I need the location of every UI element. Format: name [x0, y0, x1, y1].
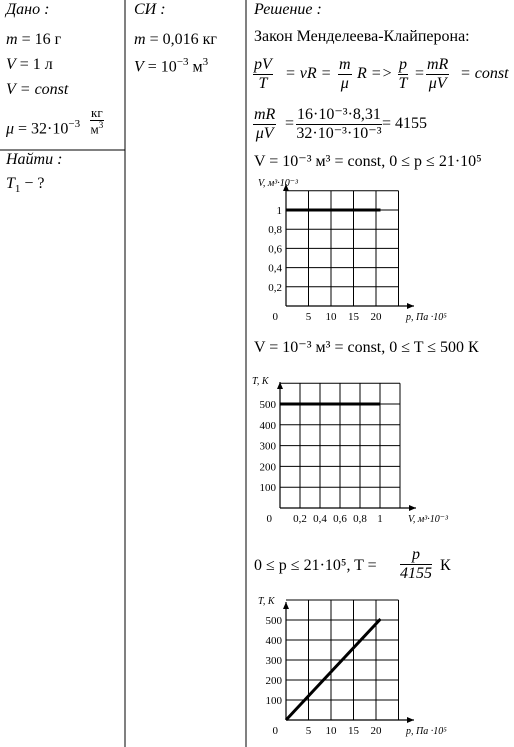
find-header: Найти : — [6, 151, 63, 168]
y-tick-label: 0,2 — [268, 281, 282, 294]
si-mass: m = 0,016 кг — [134, 31, 217, 48]
x-tick-label: 10 — [325, 725, 337, 737]
origin-label: 0 — [266, 513, 272, 525]
eq1-frac-m-mu: $\frac{m}{\mu}$ — [339, 56, 351, 92]
x-tick-label: 0,6 — [333, 513, 347, 525]
si-header: СИ : — [134, 1, 166, 18]
x-tick-label: 20 — [370, 311, 382, 323]
given-mass: m = 16 г — [6, 31, 62, 48]
y-axis-arrow — [283, 602, 289, 609]
chart-temperature-vs-pressure — [254, 594, 504, 744]
condition-2: V = 10⁻³ м³ = const, 0 ≤ T ≤ 500 К — [254, 339, 479, 356]
x-tick-label: 20 — [370, 725, 382, 737]
y-axis-label: V, м³·10⁻³ — [258, 178, 298, 189]
y-tick-label: 0,4 — [268, 262, 282, 275]
origin-label: 0 — [272, 725, 278, 737]
x-axis-arrow — [409, 505, 416, 511]
x-tick-label: 0,4 — [313, 513, 327, 525]
x-axis-arrow — [407, 717, 414, 723]
eq2-eq: = — [285, 115, 295, 132]
y-tick-label: 100 — [265, 695, 282, 707]
y-tick-label: 100 — [259, 482, 276, 495]
eq1-mid2: R => — [357, 65, 393, 82]
x-tick-label: 15 — [348, 311, 359, 323]
cond3-fraction: $\frac{p}{4155}$ — [400, 546, 432, 582]
x-axis-label: p, Па ·10⁵ — [406, 312, 447, 323]
y-axis-label: T, К — [258, 596, 275, 607]
eq2-frac-numeric: $\frac{\text{16·10⁻³·8,31}}{\text{32·10⁻³·10⁻³}}$ — [296, 106, 382, 142]
x-tick-label: 15 — [348, 725, 359, 737]
x-tick-label: 0,8 — [353, 513, 367, 525]
eq2-frac-mr-muv: $\frac{mR}{\mu V}$ — [254, 106, 276, 142]
y-tick-label: 500 — [259, 399, 276, 411]
given-molar-mass: $\mu = 32\cdot 10^{-3}$ — [6, 118, 81, 138]
y-tick-label: 0,8 — [268, 224, 282, 237]
y-tick-label: 200 — [265, 675, 282, 687]
y-tick-label: 300 — [259, 440, 276, 453]
condition-1: V = 10⁻³ м³ = const, 0 ≤ p ≤ 21·10⁵ — [254, 153, 482, 170]
eq2-result: = 4155 — [382, 115, 428, 132]
y-tick-label: 300 — [265, 655, 282, 667]
chart-volume-vs-pressure — [254, 178, 504, 338]
eq1-frac-pv-t: $\frac{pV}{T}$ — [254, 56, 272, 92]
eq1-frac-p-t: $\frac{p}{T}$ — [398, 56, 408, 92]
y-tick-label: 200 — [259, 461, 276, 474]
y-tick-label: 400 — [259, 419, 276, 432]
condition-3: 0 ≤ p ≤ 21·10⁵, T = — [254, 557, 377, 574]
y-tick-label: 500 — [265, 615, 282, 627]
x-axis-arrow — [407, 303, 414, 309]
eq1-eq: = — [415, 65, 425, 82]
given-volume: V = 1 л — [6, 56, 53, 73]
si-volume: $V = 10^{-3}$ $м^3$ — [134, 56, 209, 76]
eq1-frac-mr-muv: $\frac{mR}{\mu V}$ — [427, 56, 449, 92]
solution-header: Решение : — [254, 1, 322, 18]
find-item: $T_1$ − ? — [6, 175, 45, 196]
x-tick-label: 1 — [377, 513, 383, 525]
x-axis-label: p, Па ·10⁵ — [406, 726, 447, 737]
y-axis-label: T, К — [252, 376, 269, 387]
y-tick-label: 0,6 — [268, 243, 282, 256]
eq1-mid: = νR = — [285, 65, 332, 82]
y-tick-label: 400 — [265, 635, 282, 647]
given-volume-const: V = const — [6, 81, 69, 98]
origin-label: 0 — [272, 311, 278, 323]
chart-temperature-vs-volume — [254, 368, 504, 533]
cond3-unit: К — [440, 557, 451, 574]
molar-mass-unit: кг $м^3$ — [90, 105, 104, 137]
x-tick-label: 0,2 — [293, 513, 307, 525]
x-axis-label: V, м³·10⁻³ — [408, 514, 448, 525]
x-tick-label: 10 — [325, 311, 337, 323]
x-tick-label: 5 — [305, 725, 312, 737]
eq1-end: = const — [460, 65, 509, 82]
law-title: Закон Менделеева-Клайперона: — [254, 28, 470, 45]
x-tick-label: 5 — [305, 311, 312, 323]
given-header: Дано : — [6, 1, 50, 18]
series-line — [286, 619, 381, 720]
y-tick-label: 1 — [276, 205, 282, 217]
